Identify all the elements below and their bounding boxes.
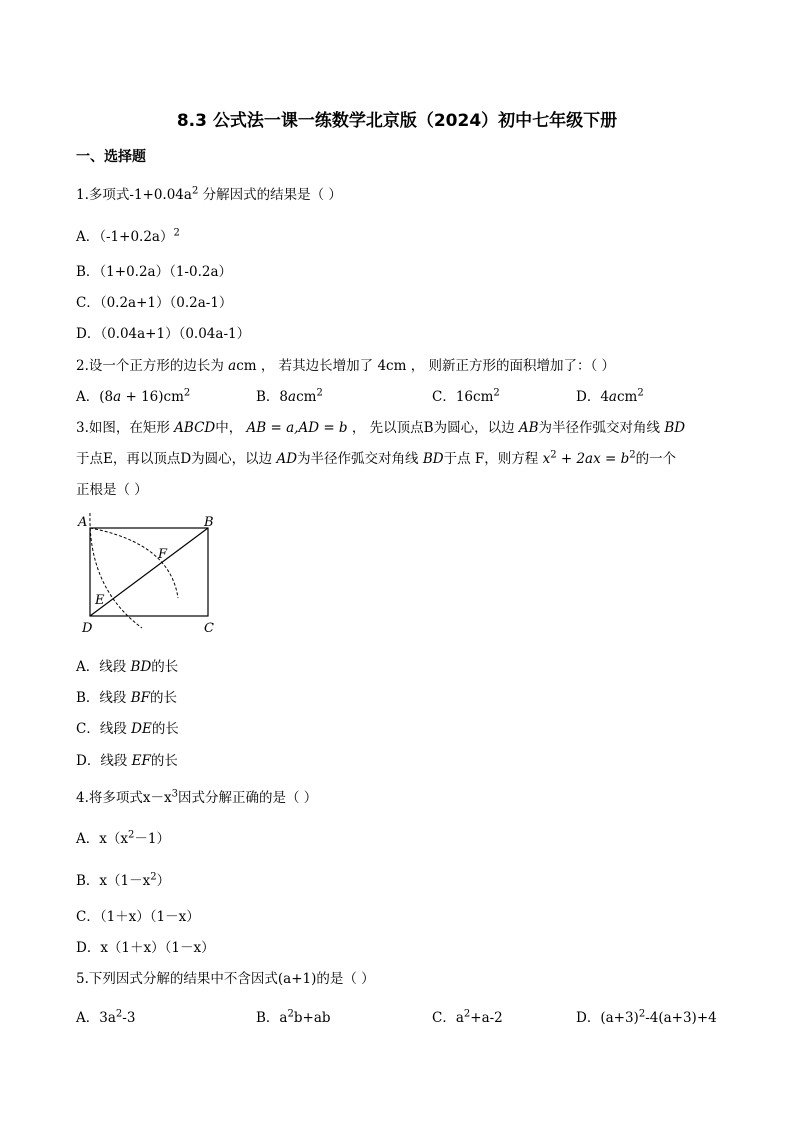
question-2-option-d: D．4acm$^2$ xyxy=(576,387,644,405)
question-3-option-c: C．线段 DE的长 xyxy=(76,721,179,737)
label-f: F xyxy=(158,547,168,562)
question-5-option-d: D．$(a+3)^2-4(a+3)+4$ xyxy=(576,1008,717,1026)
question-3-option-a: A．线段 BD的长 xyxy=(76,659,179,675)
question-5-stem: 5.下列因式分解的结果中不含因式(a+1)的是（ ） xyxy=(76,971,375,987)
question-3-stem-line-3: 正根是（ ） xyxy=(76,482,148,498)
question-3-stem-line-2: 于点E，再以顶点D为圆心，以边 AD为半径作弧交对角线 BD于点 F，则方程 $x^2 + 2ax = b^2$的一个 xyxy=(76,449,677,467)
question-3-option-b: B．线段 BF的长 xyxy=(76,690,178,706)
question-4-option-d: D．x（1＋x）（1－x） xyxy=(76,940,215,956)
question-4-option-c: C．（1＋x）（1－x） xyxy=(76,909,200,925)
section-heading: 一、选择题 xyxy=(76,149,146,165)
rectangle-arc-figure xyxy=(70,508,230,638)
label-e: E xyxy=(95,593,105,608)
question-5-option-b: B．$a^2b+ab$ xyxy=(256,1008,331,1026)
question-2-stem: 2.设一个正方形的边长为 acm ， 若其边长增加了 4cm ， 则新正方形的面积增加了：（ ） xyxy=(76,358,616,374)
diagonal-bd xyxy=(90,528,208,616)
question-4-option-b: B．$x(1-x^2)$ xyxy=(76,871,171,889)
question-1-option-c: C．（0.2a+1）（0.2a-1） xyxy=(76,295,233,311)
question-1-stem: 1.多项式$-1+0.04a^2$ 分解因式的结果是（ ） xyxy=(76,185,342,203)
question-2-option-a: A．$(8a + 16)cm^2$ xyxy=(76,387,191,405)
label-b: B xyxy=(204,515,214,530)
question-3-option-d: D．线段 EF的长 xyxy=(76,753,178,769)
label-c: C xyxy=(204,621,214,636)
question-2-option-c: C．$16cm^2$ xyxy=(432,387,500,405)
question-4-option-a: A．$x(x^2-1)$ xyxy=(76,829,170,847)
question-2-option-b: B．8acm$^2$ xyxy=(256,387,323,405)
question-4-stem: 4.将多项式$x-x^3$因式分解正确的是（ ） xyxy=(76,788,318,806)
question-1-option-b: B．（1+0.2a）（1-0.2a） xyxy=(76,264,233,280)
question-5-option-c: C．$a^2+a-2$ xyxy=(432,1008,503,1026)
question-3-stem-line-1: 3.如图，在矩形 ABCD中， AB = a,AD = b ， 先以顶点B为圆心，以边 AB为半径作弧交对角线 BD xyxy=(76,420,686,436)
label-d: D xyxy=(82,621,93,636)
question-1-option-d: D．（0.04a+1）（0.04a-1） xyxy=(76,326,251,342)
question-1-option-a: A．$(-1+0.2a)^2$ xyxy=(76,227,180,245)
question-5-option-a: A．$3a^2-3$ xyxy=(76,1008,136,1026)
page-title: 8.3 公式法一课一练数学北京版（2024）初中七年级下册 xyxy=(176,111,618,131)
label-a: A xyxy=(78,515,88,530)
arc-from-d xyxy=(90,528,178,598)
